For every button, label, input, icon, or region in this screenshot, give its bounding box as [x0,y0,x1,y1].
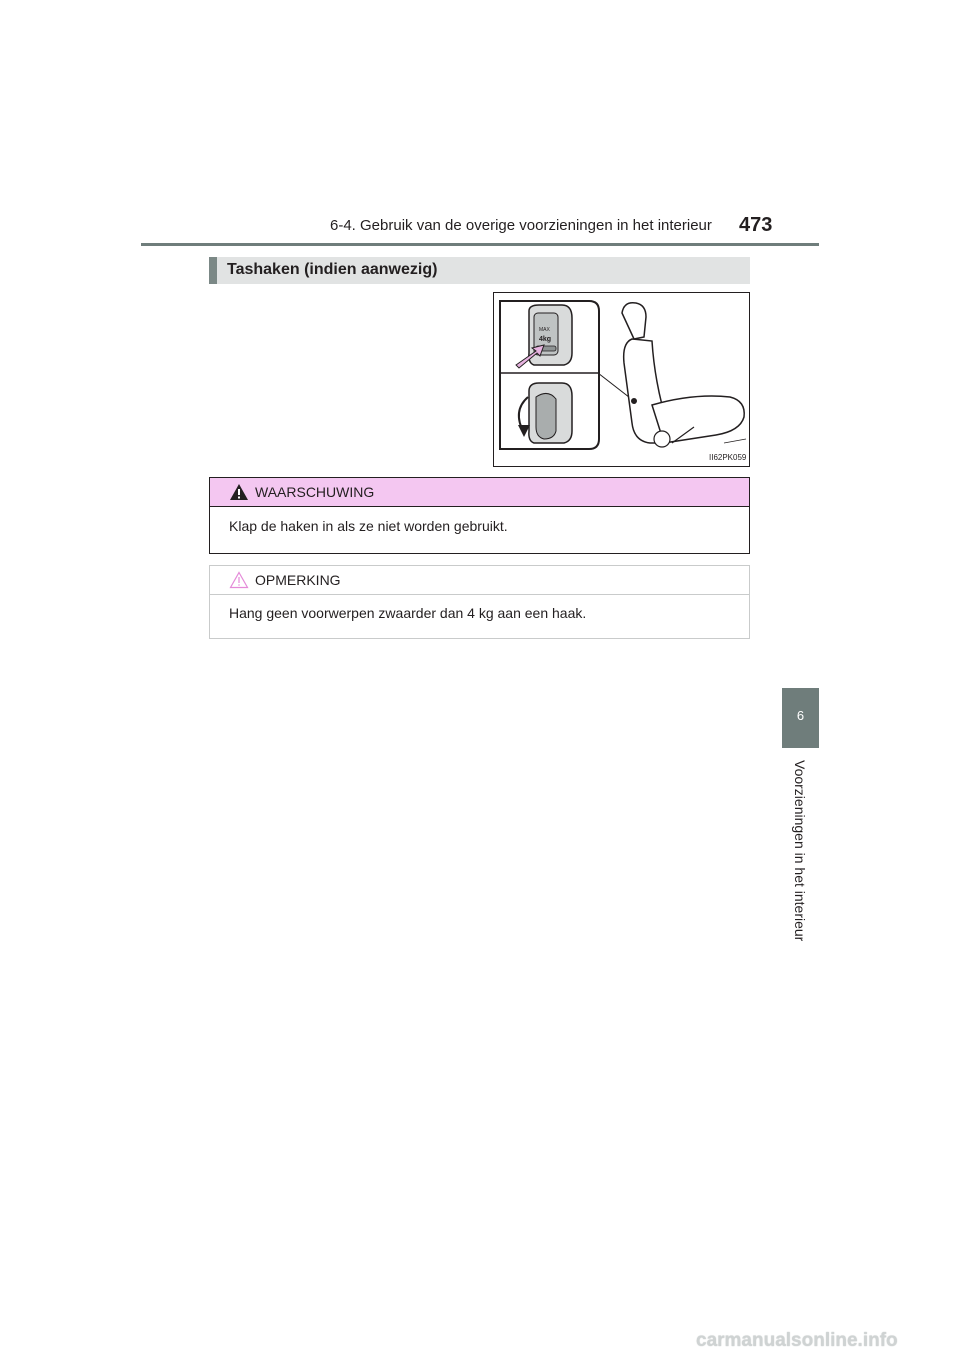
chapter-tab[interactable] [782,688,819,748]
warning-triangle-icon [229,483,249,501]
notice-triangle-outline-icon [229,571,249,589]
warning-title: WAARSCHUWING [255,484,375,500]
bag-hook-drawing [494,293,751,468]
warning-box [209,477,750,554]
seat-headrest [622,303,646,339]
chapter-label: Voorzieningen in het interieur [792,760,808,942]
warning-header [210,478,749,507]
notice-text: Hang geen voorwerpen zwaarder dan 4 kg aan een haak. [229,605,587,621]
chapter-number: 6 [796,708,805,723]
warning-text: Klap de haken in als ze niet worden gebruikt. [229,518,508,534]
notice-box [209,565,750,639]
figure-code: II62PK059 [709,453,747,462]
watermark[interactable]: carmanualsonline.info [696,1330,898,1351]
hook-label-max: MAX [539,327,550,333]
notice-header [210,566,749,595]
section-heading-text: Tashaken (indien aanwezig) [227,261,438,278]
section-heading [209,257,750,284]
hook-label-weight: 4kg [539,336,552,343]
running-header-title: 6-4. Gebruik van de overige voorzieningen in het interieur [330,217,712,234]
bag-hook-illustration [493,292,750,467]
notice-title: OPMERKING [255,572,341,588]
header-rule [141,243,819,246]
seat-floor-line [724,439,746,443]
hook-arm [536,393,556,439]
page-number: 473 [739,214,773,236]
seat-hook-location [631,398,637,404]
seat-recline-knob [654,431,670,447]
section-heading-bar [209,257,217,284]
seat-backrest [624,339,664,443]
